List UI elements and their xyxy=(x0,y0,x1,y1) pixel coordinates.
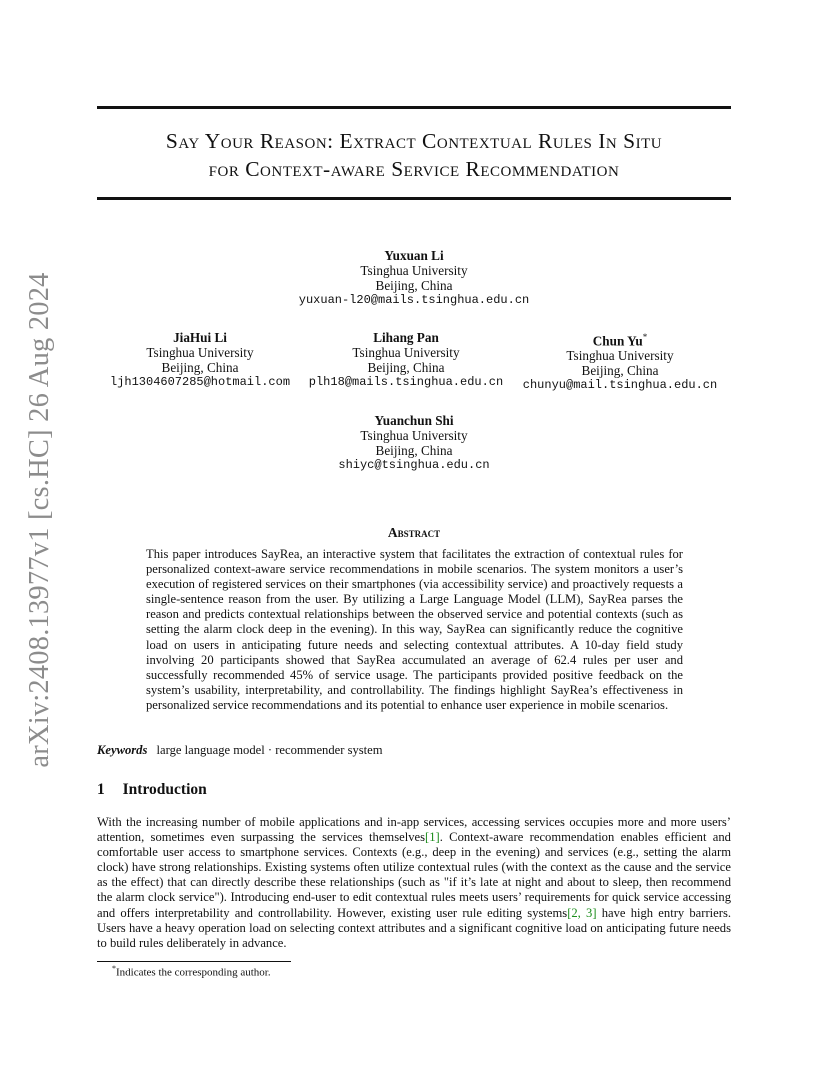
author-name: JiaHui Li xyxy=(173,330,227,345)
corresponding-author-marker: * xyxy=(642,332,648,342)
title-bottom-rule xyxy=(97,197,731,200)
author-name-text: Chun Yu xyxy=(592,333,643,349)
introduction-paragraph xyxy=(97,815,731,951)
intro-text-part-2: . Context-aware recommendation enables efficient and comfortable user access to smartphone services. Contexts (e.g., deep in the evening) and services (e.g., setting the alarm clock) have strong relationships. Existing systems often utilize contextual rules (with the context as the cause and the service as the effect) that can directly describe these relationships (such as "if it’s late at night and about to sleep, then recommend the alarm clock service"). Introducing end-user to edit contextual rules meets users’ requirements for quick service accessing and offers interpretability and controllability. However, existing user rule editing systems xyxy=(97,830,731,920)
author-block-jiahui-li xyxy=(100,330,300,390)
footnote-text: Indicates the corresponding author. xyxy=(116,966,271,979)
author-email[interactable]: shiyc@tsinghua.edu.cn xyxy=(338,458,490,472)
footnote-rule xyxy=(97,961,291,962)
author-block-lihang-pan xyxy=(306,330,506,390)
author-email[interactable]: chunyu@mail.tsinghua.edu.cn xyxy=(522,378,718,393)
author-block-yuxuan-li xyxy=(264,248,564,308)
author-affiliation: Tsinghua University xyxy=(352,345,460,360)
section-number: 1 xyxy=(97,781,105,798)
abstract-heading: Abstract xyxy=(387,525,441,540)
author-email[interactable]: plh18@mails.tsinghua.edu.cn xyxy=(308,375,504,389)
author-location: Beijing, China xyxy=(161,360,239,375)
title-line-1: Say Your Reason: Extract Contextual Rules In Situ xyxy=(165,129,663,153)
author-name: Yuanchun Shi xyxy=(374,413,454,428)
keywords-text: large language model · recommender system xyxy=(156,743,383,757)
author-email[interactable]: yuxuan-l20@mails.tsinghua.edu.cn xyxy=(298,293,530,307)
author-affiliation: Tsinghua University xyxy=(146,345,254,360)
abstract-text: This paper introduces SayRea, an interactive system that facilitates the extraction of contextual rules for personalized context-aware service recommendations in mobile scenarios. The system monitors a user’s execution of registered services on their smartphones (via accessibility service) and proactively requests a single-sentence reason from the user. By utilizing a Large Language Model (LLM), SayRea parses the reason and predicts contextual relationships between the observed service and potential contexts (such as setting the alarm clock deep in the evening). In this way, SayRea can significantly reduce the cognitive load on users in anticipating future needs and selecting contextual attributes. A 10-day field study involving 20 participants showed that SayRea accumulated an average of 62.4 rules per user and successfully recommended 45% of service usage. The participants provided positive feedback on the system’s usability, interpretability, and controllability. The findings highlight SayRea’s effectiveness in personalized service recommendations and its potential to enhance user experience in mobile scenarios. xyxy=(146,547,683,712)
footnote-marker: * xyxy=(112,964,116,973)
intro-text-part-1: With the increasing number of mobile applications and in-app services, accessing services occupies more and more users’ attention, sometimes even surpassing the services themselves xyxy=(97,815,731,845)
paper-title xyxy=(97,127,731,183)
author-affiliation: Tsinghua University xyxy=(566,348,674,364)
author-email[interactable]: ljh1304607285@hotmail.com xyxy=(109,375,291,389)
section-heading-introduction xyxy=(97,781,207,799)
author-affiliation: Tsinghua University xyxy=(360,263,468,278)
title-top-rule xyxy=(97,106,731,109)
author-location: Beijing, China xyxy=(375,278,453,293)
citation-link[interactable]: [1] xyxy=(425,830,440,845)
keywords-line xyxy=(97,743,383,758)
author-location: Beijing, China xyxy=(375,443,453,458)
author-block-chun-yu xyxy=(520,330,720,393)
author-name: Yuxuan Li xyxy=(384,248,444,263)
author-name: Lihang Pan xyxy=(373,330,439,345)
author-location: Beijing, China xyxy=(367,360,445,375)
section-title: Introduction xyxy=(122,781,207,798)
author-name xyxy=(520,330,720,348)
author-location: Beijing, China xyxy=(581,363,659,379)
keywords-label: Keywords xyxy=(97,743,148,757)
arxiv-identifier-stamp: arXiv:2408.13977v1 [cs.HC] 26 Aug 2024 xyxy=(24,272,55,768)
author-block-yuanchun-shi xyxy=(264,413,564,473)
title-line-2: for Context-aware Service Recommendation xyxy=(208,157,620,181)
citation-link[interactable]: [2, 3] xyxy=(567,905,597,920)
author-affiliation: Tsinghua University xyxy=(360,428,468,443)
footnote xyxy=(112,964,271,979)
intro-text-part-3: have high entry barriers. Users have a heavy operation load on selecting context attributes and a significant cognitive load on anticipating future needs to build rules deliberately in advance. xyxy=(97,905,731,950)
